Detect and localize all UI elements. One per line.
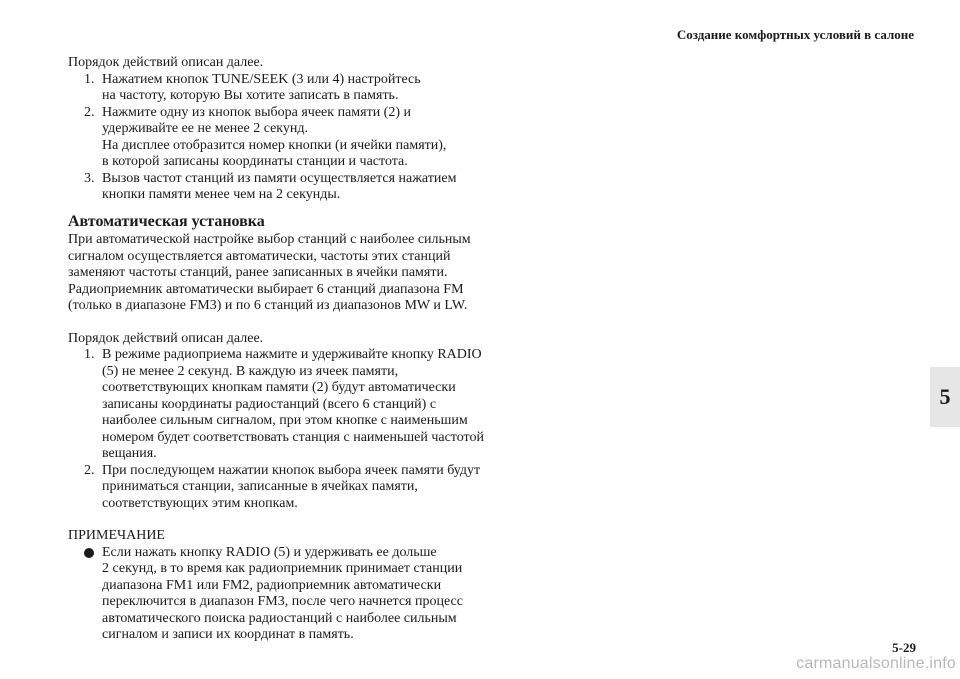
step-number: 1. — [84, 347, 95, 362]
note-label: ПРИМЕЧАНИЕ — [68, 528, 165, 543]
section2-paragraph — [68, 232, 488, 315]
section2-intro: Порядок действий описан далее. — [68, 330, 264, 346]
step-line: Вызов частот станций из памяти осуществляется нажатием — [102, 170, 457, 186]
watermark: carmanualsonline.info — [796, 655, 956, 672]
note-line: 2 секунд, в то время как радиоприемник принимает станции — [102, 561, 463, 576]
step-line: приниматься станции, записанные в ячейках памяти, — [102, 479, 418, 494]
note-line: диапазона FM1 или FM2, радиоприемник автоматически — [102, 577, 442, 593]
chapter-tab — [930, 367, 960, 427]
step-line: Нажмите одну из кнопок выбора ячеек памяти (2) и — [102, 104, 411, 120]
step-line: Нажатием кнопок TUNE/SEEK (3 или 4) настройтесь — [102, 71, 421, 87]
note-line: автоматического поиска радиостанций с наиболее сильным — [102, 610, 457, 626]
paragraph-line: заменяют частоты станций, ранее записанных в ячейки памяти. — [68, 265, 448, 280]
step-item — [68, 171, 488, 204]
step-line: на частоту, которую Вы хотите записать в память. — [102, 88, 399, 103]
chapter-tab-label: 5 — [939, 384, 951, 409]
step-number: 2. — [84, 462, 95, 478]
step-line: При последующем нажатии кнопок выбора ячеек памяти будут — [102, 462, 481, 478]
paragraph-line: сигналом осуществляется автоматически, частоты этих станций — [68, 248, 451, 264]
running-header: Создание комфортных условий в салоне — [676, 27, 914, 42]
step-item — [68, 463, 488, 513]
step-line: удерживайте ее не менее 2 секунд. — [102, 121, 309, 136]
step-line: соответствующих этим кнопкам. — [102, 495, 298, 511]
note-line: Если нажать кнопку RADIO (5) и удерживать ее дольше — [102, 544, 437, 560]
bullet-icon — [84, 548, 94, 558]
step-line: (5) не менее 2 секунд. В каждую из ячеек памяти, — [102, 363, 399, 379]
page-number: 5-29 — [892, 640, 916, 655]
section2-steps — [68, 347, 488, 512]
step-item — [68, 72, 488, 105]
step-line: наиболее сильным сигналом, при этом кнопке с наименьшим — [102, 413, 468, 428]
step-line: вещания. — [102, 446, 157, 461]
step-number: 1. — [84, 71, 95, 87]
step-number: 2. — [84, 104, 95, 120]
step-line: В режиме радиоприема нажмите и удерживайте кнопку RADIO — [102, 347, 482, 362]
paragraph-line: Радиоприемник автоматически выбирает 6 станций диапазона FM — [68, 281, 464, 297]
step-line: На дисплее отобразится номер кнопки (и ячейки памяти), — [102, 137, 447, 153]
step-line: записаны координаты радиостанций (всего 6 станций) с — [102, 396, 437, 412]
note-line: переключится в диапазон FM3, после чего начнется процесс — [102, 594, 463, 609]
step-number: 3. — [84, 170, 95, 186]
content-column — [68, 55, 488, 644]
section1-steps — [68, 72, 488, 204]
section-heading: Автоматическая установка — [68, 212, 265, 230]
step-line: в которой записаны координаты станции и частота. — [102, 154, 408, 169]
step-item — [68, 105, 488, 171]
note-bullet-item — [68, 545, 488, 644]
step-line: номером будет соответствовать станция с наименьшей частотой — [102, 429, 484, 445]
step-item — [68, 347, 488, 463]
step-line: соответствующих кнопкам памяти (2) будут автоматически — [102, 380, 456, 395]
note-line: сигналом и записи их координат в память. — [102, 627, 354, 642]
paragraph-line: (только в диапазоне FM3) и по 6 станций из диапазонов MW и LW. — [68, 298, 468, 313]
section1-intro: Порядок действий описан далее. — [68, 55, 264, 70]
paragraph-line: При автоматической настройке выбор станций с наиболее сильным — [68, 232, 471, 247]
step-line: кнопки памяти менее чем на 2 секунды. — [102, 187, 341, 202]
